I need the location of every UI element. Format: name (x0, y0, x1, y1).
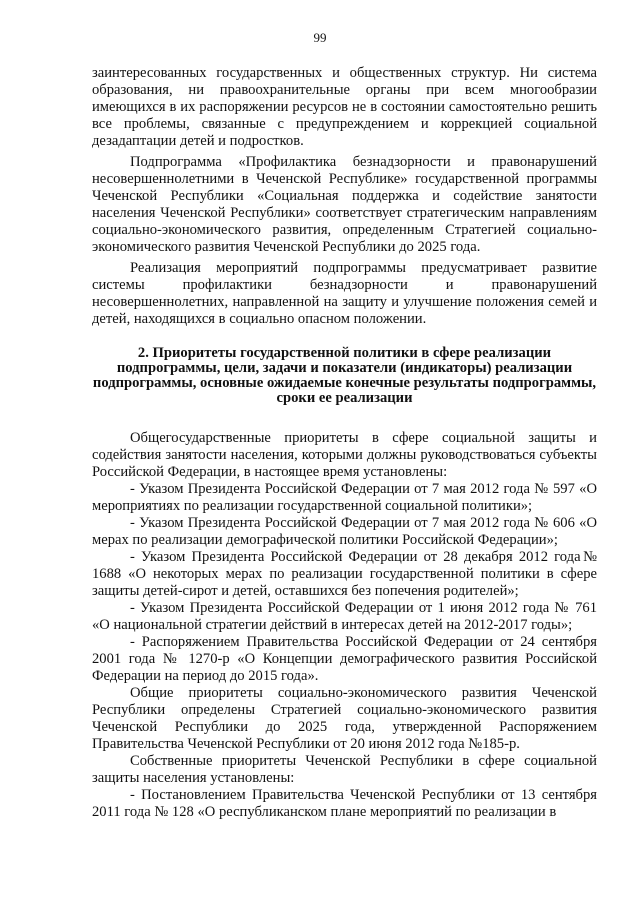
intro-paragraph: заинтересованных государственных и общественных структур. Ни система образования, ни правоохранительные органы при всем многообразии имеющихся в их распоряжении ресурсов не в состоянии самостоятельно решить все проблемы, связанные с предупреждением и коррекцией социальной дезадаптации детей и подростков. (92, 65, 597, 149)
own-priorities-paragraph: Собственные приоритеты Чеченской Республики в сфере социальной защиты населения установлены: (92, 753, 597, 786)
list-item: - Указом Президента Российской Федерации от 7 мая 2012 года № 597 «О мероприятиях по реализации государственной социальной политики»; (92, 481, 597, 514)
list-item: - Указом Президента Российской Федерации от 1 июня 2012 года № 761 «О национальной стратегии действий в интересах детей на 2012-2017 годы»; (92, 600, 597, 633)
document-body (92, 65, 597, 821)
list-item: - Распоряжением Правительства Российской Федерации от 24 сентября 2001 года № 1270-р «О Концепции демографического развития Российской Федерации на период до 2015 года». (92, 634, 597, 684)
resolution-paragraph: - Постановлением Правительства Чеченской Республики от 13 сентября 2011 года № 128 «О республиканском плане мероприятий по реализации в (92, 787, 597, 820)
general-priorities-paragraph: Общие приоритеты социально-экономического развития Чеченской Республики определены Стратегией социально-экономического развития Чеченской Республики до 2025 года, утвержденной Распоряжением Правительства Чеченской Республики от 20 июня 2012 года №185-р. (92, 685, 597, 752)
implementation-paragraph: Реализация мероприятий подпрограммы предусматривает развитие системы профилактики безнадзорности и правонарушений несовершеннолетних, направленной на защиту и улучшение положения семей и детей, находящихся в социально опасном положении. (92, 260, 597, 327)
page-number: 99 (313, 30, 327, 45)
list-item: - Указом Президента Российской Федерации от 7 мая 2012 года № 606 «О мерах по реализации демографической политики Российской Федерации»; (92, 515, 597, 548)
subprogram-paragraph: Подпрограмма «Профилактика безнадзорности и правонарушений несовершеннолетними в Чеченской Республике» государственной программы Чеченской Республики «Социальная поддержка и содействие занятости населения Чеченской Республики» соответствует стратегическим направлениям социально-экономического развития, определенным Стратегией социально-экономического развития Чеченской Республики до 2025 года. (92, 154, 597, 255)
section-heading: 2. Приоритеты государственной политики в сфере реализации подпрограммы, цели, задачи и показатели (индикаторы) реализации подпрограммы, основные ожидаемые конечные результаты подпрограммы, сроки ее реализации (92, 345, 597, 406)
priorities-paragraph: Общегосударственные приоритеты в сфере социальной защиты и содействия занятости населения, которыми должны руководствоваться субъекты Российской Федерации, в настоящее время установлены: (92, 430, 597, 480)
list-item: - Указом Президента Российской Федерации от 28 декабря 2012 года№ 1688 «О некоторых мерах по реализации государственной политики в сфере защиты детей-сирот и детей, оставшихся без попечения родителей»; (92, 549, 597, 599)
